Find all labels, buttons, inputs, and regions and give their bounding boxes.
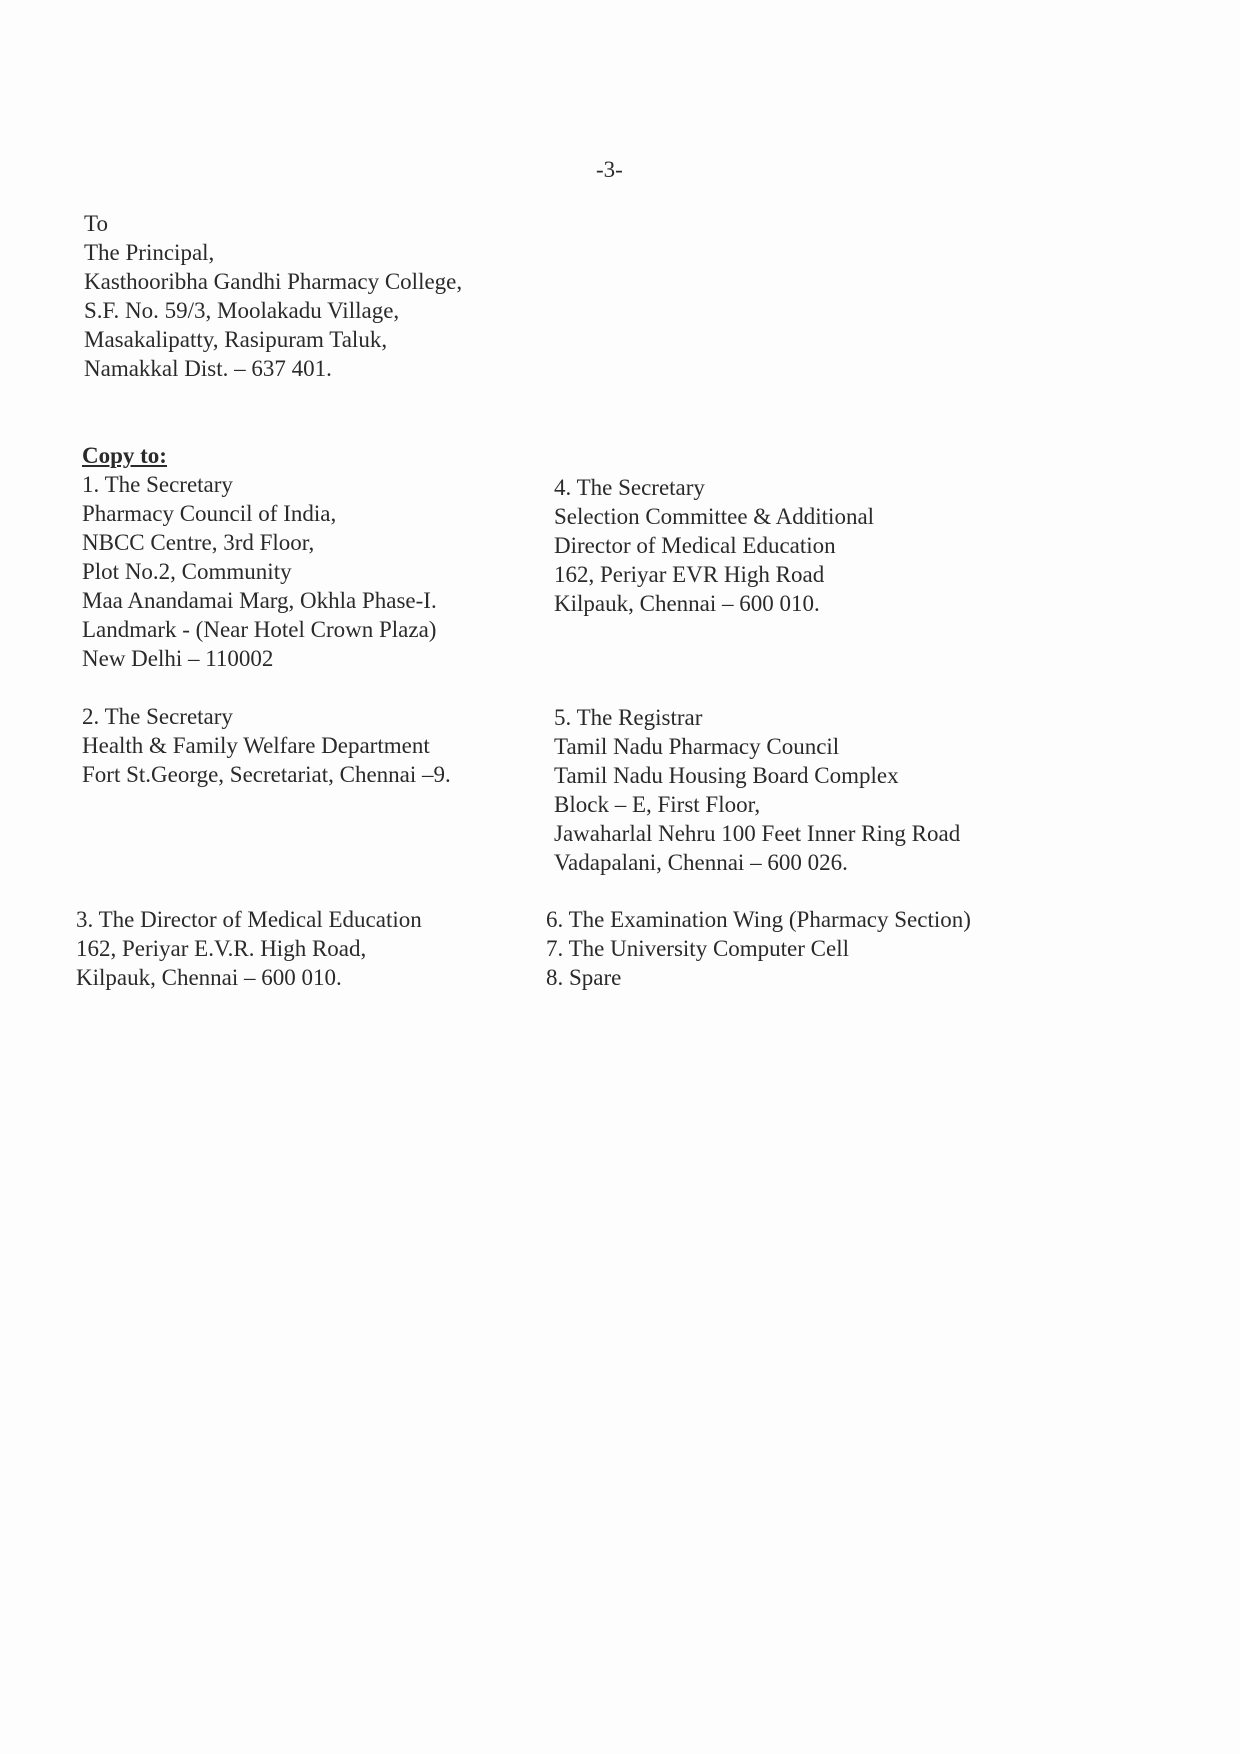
- copy-entry-line: New Delhi – 110002: [82, 646, 274, 671]
- copy-entry-line: Selection Committee & Additional: [554, 504, 875, 529]
- copy-entry-line: Tamil Nadu Housing Board Complex: [554, 763, 899, 788]
- addressee-line: Masakalipatty, Rasipuram Taluk,: [84, 327, 388, 352]
- copy-entry-line: NBCC Centre, 3rd Floor,: [82, 530, 315, 555]
- copy-entry-line: 8. Spare: [546, 965, 622, 990]
- addressee-line: The Principal,: [84, 240, 215, 265]
- copy-entry-line: 1. The Secretary: [82, 472, 233, 497]
- copy-entry-line: 162, Periyar E.V.R. High Road,: [76, 936, 367, 961]
- copy-entry-4: [554, 473, 874, 618]
- addressee-line: Namakkal Dist. – 637 401.: [84, 356, 332, 381]
- copy-entry-line: Plot No.2, Community: [82, 559, 292, 584]
- copy-entry-line: 7. The University Computer Cell: [546, 936, 850, 961]
- copy-entry-1: [82, 470, 437, 673]
- copy-entry-line: Fort St.George, Secretariat, Chennai –9.: [82, 762, 451, 787]
- copy-to-heading: Copy to:: [82, 443, 167, 468]
- copy-entry-line: Tamil Nadu Pharmacy Council: [554, 734, 840, 759]
- copy-entry-5: [554, 703, 960, 877]
- copy-entry-line: Pharmacy Council of India,: [82, 501, 337, 526]
- copy-entry-line: 162, Periyar EVR High Road: [554, 562, 825, 587]
- copy-entry-line: 3. The Director of Medical Education: [76, 907, 422, 932]
- copy-entry-line: Kilpauk, Chennai – 600 010.: [554, 591, 820, 616]
- copy-entry-line: 6. The Examination Wing (Pharmacy Section): [546, 907, 971, 932]
- copy-entry-line: 4. The Secretary: [554, 475, 705, 500]
- copy-entry-line: Vadapalani, Chennai – 600 026.: [554, 850, 848, 875]
- addressee-block: [84, 209, 462, 383]
- addressee-line: S.F. No. 59/3, Moolakadu Village,: [84, 298, 400, 323]
- addressee-line: Kasthooribha Gandhi Pharmacy College,: [84, 269, 463, 294]
- copy-entry-line: Jawaharlal Nehru 100 Feet Inner Ring Road: [554, 821, 961, 846]
- copy-entry-line: Maa Anandamai Marg, Okhla Phase-I.: [82, 588, 437, 613]
- copy-entry-line: Kilpauk, Chennai – 600 010.: [76, 965, 342, 990]
- copy-entry-line: Health & Family Welfare Department: [82, 733, 430, 758]
- copy-entry-2: [82, 702, 451, 789]
- copy-entry-6: [546, 905, 971, 992]
- copy-entry-3: [76, 905, 422, 992]
- copy-entry-line: 2. The Secretary: [82, 704, 233, 729]
- copy-entry-line: Landmark - (Near Hotel Crown Plaza): [82, 617, 437, 642]
- addressee-line: To: [84, 211, 108, 236]
- page-number: -3-: [596, 157, 623, 182]
- copy-entry-line: Block – E, First Floor,: [554, 792, 761, 817]
- copy-entry-line: Director of Medical Education: [554, 533, 836, 558]
- copy-entry-line: 5. The Registrar: [554, 705, 703, 730]
